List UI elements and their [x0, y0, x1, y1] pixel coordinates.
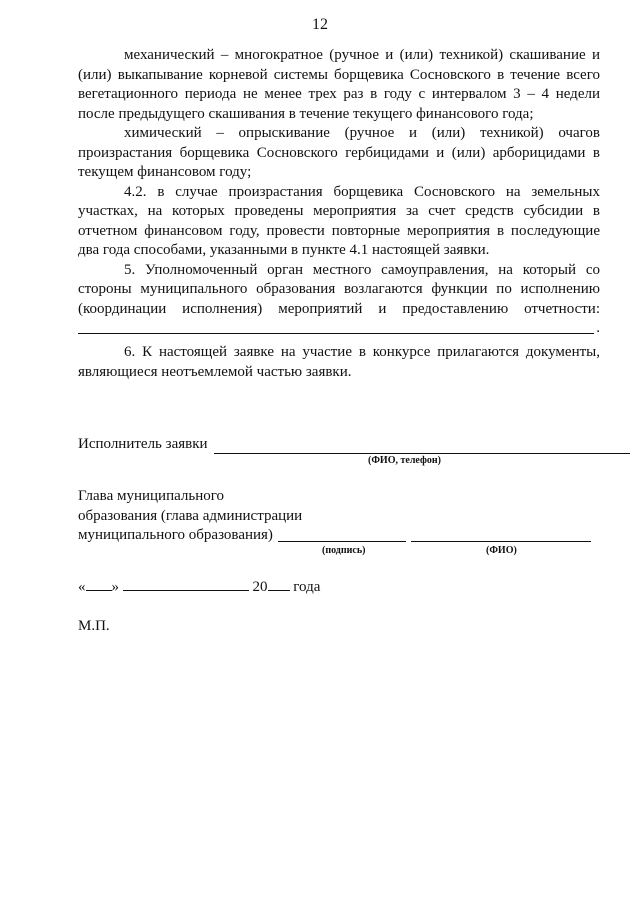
body-text	[78, 46, 600, 382]
executor-label: Исполнитель заявки	[78, 436, 208, 452]
month-blank	[123, 578, 249, 591]
paragraph-5: 5. Уполномоченный орган местного самоуправления, на который со стороны муниципального образования возлагаются функции по исполнению (координации исполнения) мероприятий и предоставлению отчетности:	[78, 261, 600, 317]
year-word: года	[293, 579, 321, 595]
paragraph-mechanical: механический – многократное (ручное и (или) техникой) скашивание и (или) выкапывание корневой системы борщевика Сосновского в течение всего вегетационного периода не менее трех раз в году с интервалом 3 – 4 недели после предыдущего скашивания в течение текущего финансового года;	[78, 47, 600, 122]
fio-fill-line	[411, 541, 591, 542]
stamp-placeholder: М.П.	[78, 618, 110, 634]
date-close-quote: »	[111, 579, 119, 595]
fill-line-period: .	[596, 320, 600, 336]
day-blank	[86, 578, 112, 591]
signature-caption: (подпись)	[322, 545, 366, 556]
fio-caption: (ФИО)	[486, 545, 517, 556]
year-prefix: 20	[252, 579, 268, 595]
head-title-line-1: Глава муниципального	[78, 488, 225, 504]
fill-underline	[78, 333, 594, 334]
paragraph-6: 6. К настоящей заявке на участие в конкурсе прилагаются документы, являющиеся неотъемлемой частью заявки.	[78, 344, 600, 380]
paragraph-chemical: химический – опрыскивание (ручное и (или) техникой) очагов произрастания борщевика Сосновского гербицидами и (или) арборицидами в текущем финансовом году;	[78, 125, 600, 180]
executor-caption: (ФИО, телефон)	[368, 455, 442, 466]
executor-row	[78, 436, 558, 453]
head-title-line-3: муниципального образования)	[78, 527, 273, 543]
executor-fill-line	[214, 453, 630, 454]
paragraph-4-2: 4.2. в случае произрастания борщевика Сосновского на земельных участках, на которых проведены мероприятия за счет средств субсидии в отчетном финансовом году, провести повторные мероприятия в последующие два года способами, указанными в пункте 4.1 настоящей заявки.	[78, 183, 600, 258]
head-signature-block	[78, 487, 302, 546]
signature-fill-line	[278, 541, 406, 542]
date-row	[78, 578, 320, 596]
date-open-quote: «	[78, 579, 86, 595]
head-title-line-2: образования (глава администрации	[78, 507, 303, 524]
authority-fill-line	[78, 319, 600, 337]
page-number: 12	[312, 16, 328, 33]
year-blank	[268, 578, 290, 591]
